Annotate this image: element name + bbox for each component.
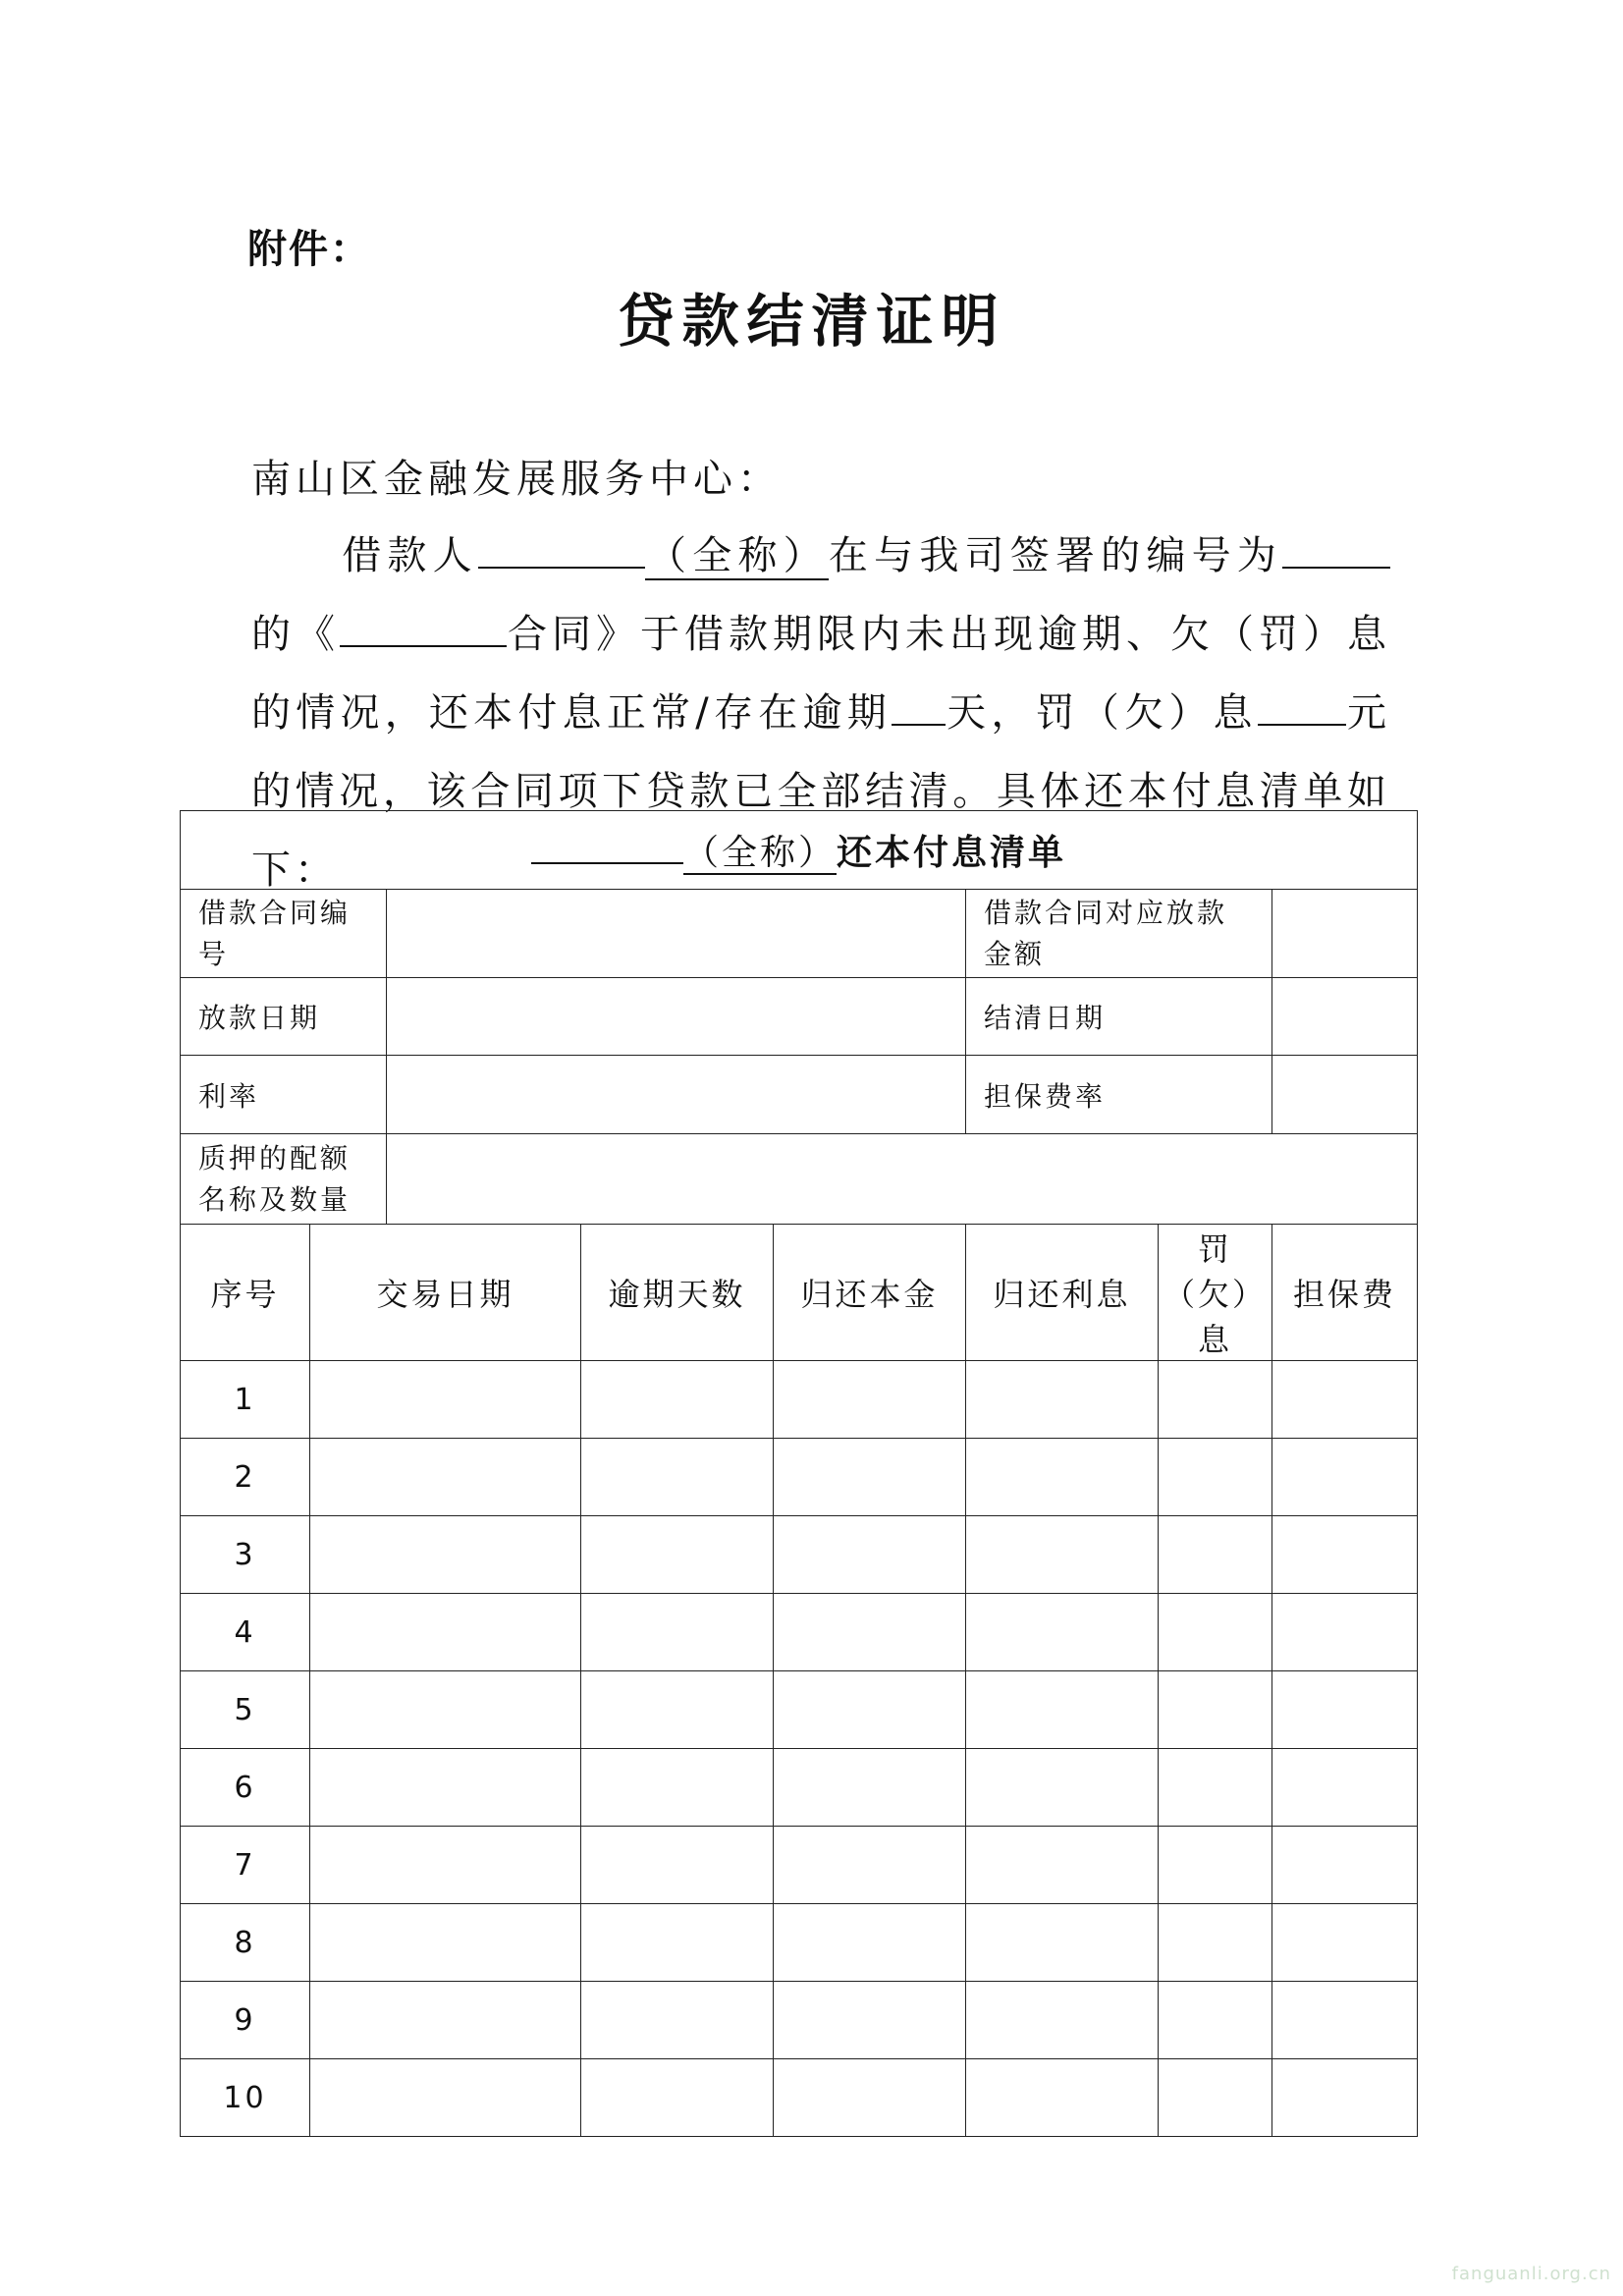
cell[interactable] [581, 1439, 774, 1516]
cell[interactable] [774, 1749, 966, 1827]
table-row [181, 1749, 1418, 1827]
info-row-contract [181, 890, 1418, 978]
cell[interactable] [310, 1671, 581, 1749]
cell[interactable] [966, 1516, 1159, 1594]
cell[interactable] [310, 2059, 581, 2137]
penalty-amount-blank [1258, 677, 1346, 726]
borrower-name-blank [478, 519, 645, 569]
table-row [181, 1361, 1418, 1439]
row-index: 4 [181, 1594, 310, 1671]
body-text-4: 的《 [251, 612, 340, 657]
settle-date-label: 结清日期 [966, 978, 1272, 1056]
cell[interactable] [774, 1671, 966, 1749]
cell[interactable] [1272, 1749, 1418, 1827]
table-row [181, 2059, 1418, 2137]
loan-amount-label: 借款合同对应放款金额 [966, 890, 1272, 978]
cell[interactable] [774, 1361, 966, 1439]
col-header: 交易日期 [310, 1225, 581, 1361]
body-text-1: 借款人 [340, 533, 478, 578]
cell[interactable] [310, 1827, 581, 1904]
cell[interactable] [774, 1982, 966, 2059]
row-index: 9 [181, 1982, 310, 2059]
cell[interactable] [1272, 1361, 1418, 1439]
settle-date-value[interactable] [1272, 978, 1418, 1056]
row-index: 1 [181, 1361, 310, 1439]
info-row-dates [181, 978, 1418, 1056]
loan-date-value[interactable] [387, 978, 966, 1056]
pledge-label: 质押的配额名称及数量 [181, 1134, 387, 1225]
cell[interactable] [1272, 1982, 1418, 2059]
cell[interactable] [966, 1827, 1159, 1904]
row-index: 7 [181, 1827, 310, 1904]
cell[interactable] [1159, 1982, 1272, 2059]
col-header: 逾期天数 [581, 1225, 774, 1361]
cell[interactable] [1159, 1361, 1272, 1439]
overdue-days-blank [892, 677, 946, 726]
cell[interactable] [310, 1749, 581, 1827]
loan-amount-value[interactable] [1272, 890, 1418, 978]
cell[interactable] [310, 1904, 581, 1982]
col-header: 归还本金 [774, 1225, 966, 1361]
loan-date-label: 放款日期 [181, 978, 387, 1056]
cell[interactable] [581, 1671, 774, 1749]
addressee: 南山区金融发展服务中心： [251, 457, 782, 502]
cell[interactable] [966, 1671, 1159, 1749]
cell[interactable] [1272, 1516, 1418, 1594]
table-title-fullname: （全称） [683, 833, 838, 873]
cell[interactable] [966, 1749, 1159, 1827]
cell[interactable] [774, 1827, 966, 1904]
table-row [181, 1516, 1418, 1594]
cell[interactable] [1272, 1904, 1418, 1982]
cell[interactable] [966, 1904, 1159, 1982]
col-header: 担保费 [1272, 1225, 1418, 1361]
guarantee-rate-value[interactable] [1272, 1056, 1418, 1134]
cell[interactable] [774, 1904, 966, 1982]
cell[interactable] [774, 1439, 966, 1516]
row-index: 10 [181, 2059, 310, 2137]
cell[interactable] [966, 1594, 1159, 1671]
body-text-7: 元的情况，该合同项下贷款已全部结清。具体还本付息清单如下： [251, 690, 1391, 893]
cell[interactable] [966, 1361, 1159, 1439]
cell[interactable] [1159, 1749, 1272, 1827]
table-row [181, 1827, 1418, 1904]
body-text-3: 在与我司签署的编号为 [828, 533, 1283, 578]
contract-no-label: 借款合同编号 [181, 890, 387, 978]
repayment-table [180, 810, 1418, 2137]
cell[interactable] [966, 2059, 1159, 2137]
body-text-5: 合同》于借款期限内未出现逾期、欠（罚）息的情况，还本付息正常/存在逾期 [251, 612, 1390, 736]
table-title-row [181, 811, 1418, 890]
cell[interactable] [310, 1516, 581, 1594]
contract-no-value[interactable] [387, 890, 966, 978]
row-index: 6 [181, 1749, 310, 1827]
col-header: 归还利息 [966, 1225, 1159, 1361]
table-row [181, 1594, 1418, 1671]
cell[interactable] [581, 1361, 774, 1439]
cell[interactable] [1159, 1594, 1272, 1671]
cell[interactable] [581, 1749, 774, 1827]
guarantee-rate-label: 担保费率 [966, 1056, 1272, 1134]
cell[interactable] [310, 1982, 581, 2059]
body-text-6: 天，罚（欠）息 [945, 690, 1258, 736]
rate-value[interactable] [387, 1056, 966, 1134]
cell[interactable] [310, 1361, 581, 1439]
info-row-pledge [181, 1134, 1418, 1225]
table-row [181, 1904, 1418, 1982]
row-index: 5 [181, 1671, 310, 1749]
watermark: fanguanli.org.cn [1451, 2264, 1611, 2284]
cell[interactable] [581, 1516, 774, 1594]
cell[interactable] [310, 1594, 581, 1671]
cell[interactable] [966, 1439, 1159, 1516]
document-title: 贷款结清证明 [617, 288, 1006, 355]
cell[interactable] [1272, 1594, 1418, 1671]
cell[interactable] [1159, 2059, 1272, 2137]
cell[interactable] [581, 1982, 774, 2059]
cell[interactable] [1159, 1439, 1272, 1516]
col-header: 罚（欠）息 [1159, 1225, 1272, 1361]
column-header-row [181, 1225, 1418, 1361]
cell[interactable] [1159, 1904, 1272, 1982]
cell[interactable] [774, 1594, 966, 1671]
cell[interactable] [966, 1982, 1159, 2059]
cell[interactable] [1272, 1439, 1418, 1516]
attachment-label: 附件： [247, 227, 371, 272]
table-title [181, 811, 1418, 890]
cell[interactable] [581, 1904, 774, 1982]
row-index: 8 [181, 1904, 310, 1982]
cell[interactable] [774, 2059, 966, 2137]
table-title-blank [531, 829, 683, 864]
table-row [181, 1982, 1418, 2059]
cell[interactable] [310, 1439, 581, 1516]
cell[interactable] [1272, 1671, 1418, 1749]
cell[interactable] [1159, 1827, 1272, 1904]
contract-name-blank [340, 598, 507, 647]
cell[interactable] [1159, 1671, 1272, 1749]
cell[interactable] [1272, 2059, 1418, 2137]
cell[interactable] [1272, 1827, 1418, 1904]
row-index: 3 [181, 1516, 310, 1594]
cell[interactable] [1159, 1516, 1272, 1594]
col-header: 序号 [181, 1225, 310, 1361]
table-row [181, 1439, 1418, 1516]
cell[interactable] [581, 2059, 774, 2137]
pledge-value[interactable] [387, 1134, 1418, 1225]
contract-number-blank [1282, 519, 1390, 569]
rate-label: 利率 [181, 1056, 387, 1134]
cell[interactable] [581, 1827, 774, 1904]
fullname-hint: （全称） [644, 533, 829, 578]
row-index: 2 [181, 1439, 310, 1516]
cell[interactable] [774, 1516, 966, 1594]
cell[interactable] [581, 1594, 774, 1671]
table-row [181, 1671, 1418, 1749]
info-row-rates [181, 1056, 1418, 1134]
table-title-text: 还本付息清单 [837, 833, 1067, 873]
